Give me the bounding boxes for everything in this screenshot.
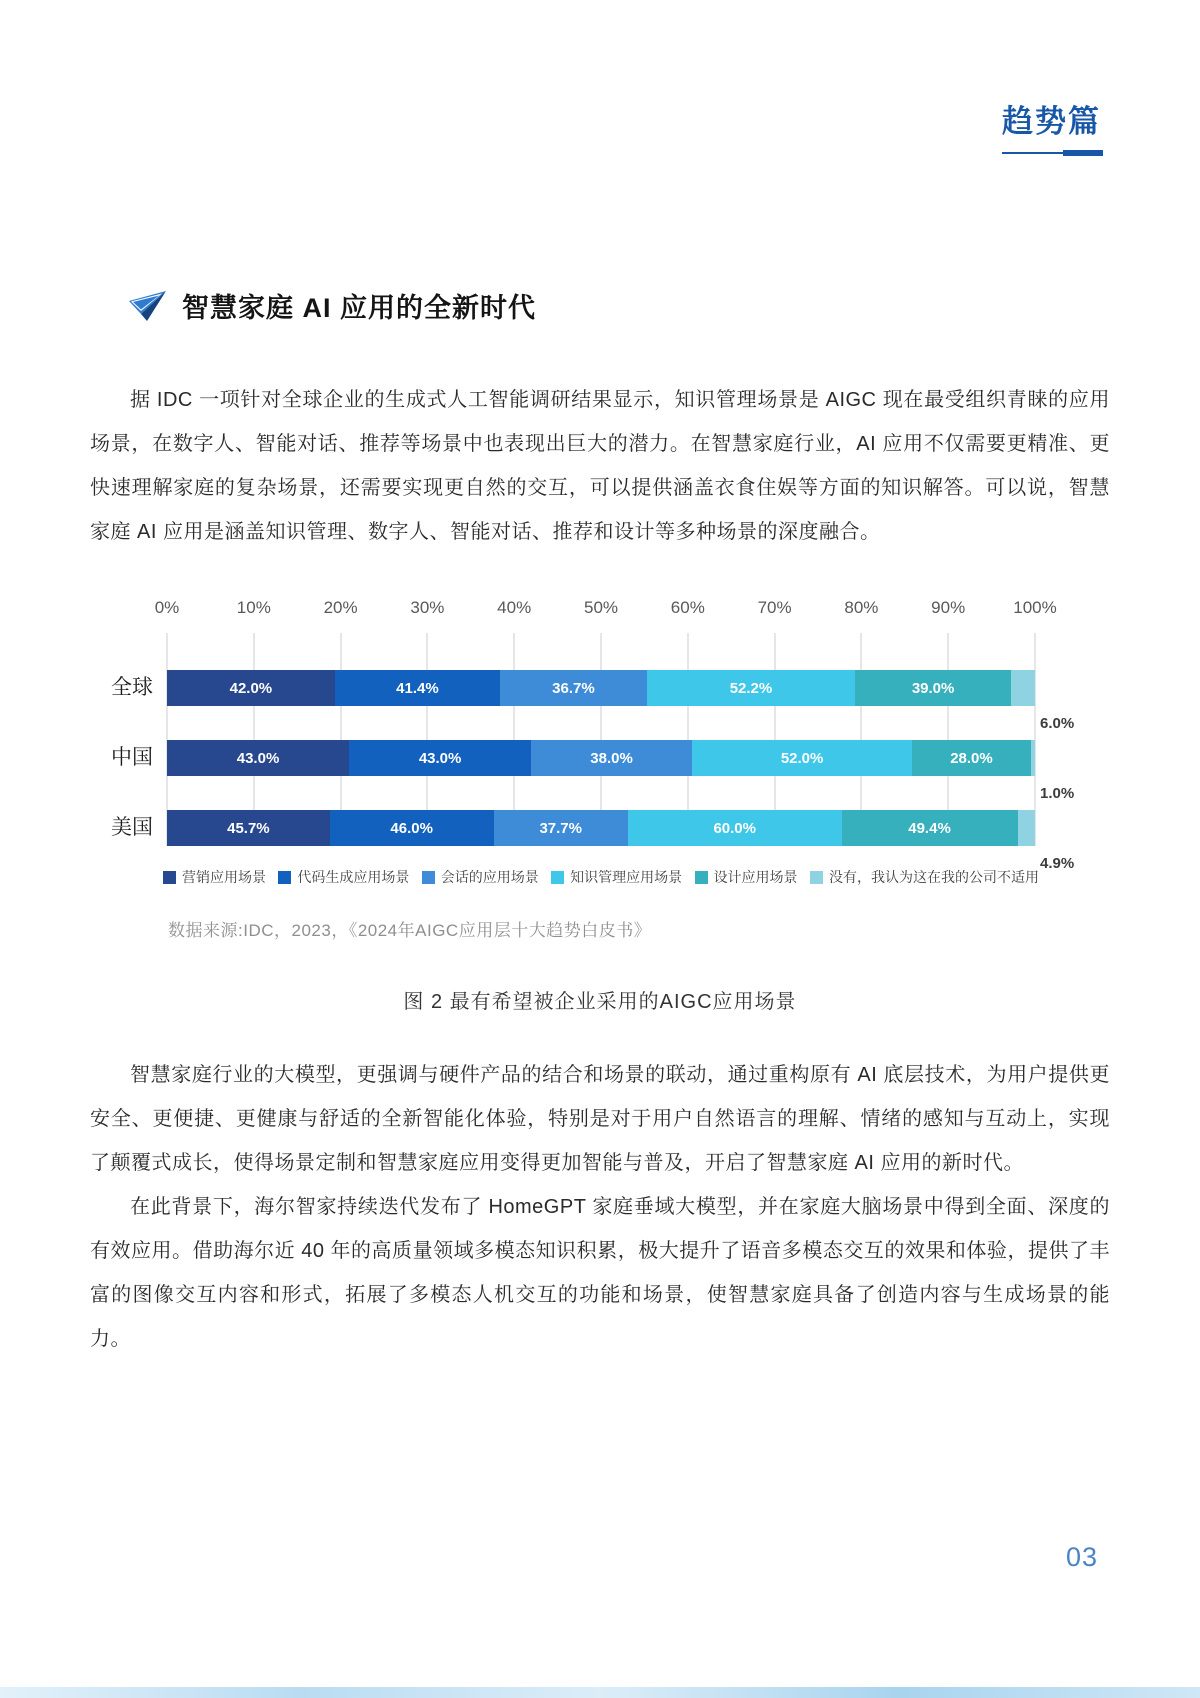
bar-segment bbox=[1011, 670, 1035, 706]
x-tick-label: 0% bbox=[154, 598, 180, 617]
bar-track bbox=[167, 810, 1035, 846]
legend-label: 营销应用场景 bbox=[182, 869, 266, 885]
bar-segment bbox=[167, 670, 335, 706]
bar-row bbox=[111, 810, 1075, 872]
legend-swatch bbox=[278, 871, 291, 884]
paper-plane-icon bbox=[128, 290, 168, 322]
value-label: 52.2% bbox=[729, 679, 773, 697]
bar-row bbox=[111, 740, 1075, 802]
category-label: 美国 bbox=[111, 816, 153, 839]
bar-segment bbox=[349, 740, 531, 776]
x-tick-label: 80% bbox=[844, 598, 879, 617]
x-tick-label: 20% bbox=[323, 598, 358, 617]
value-label: 28.0% bbox=[950, 749, 993, 767]
underline-thick bbox=[1063, 150, 1103, 156]
x-tick-label: 90% bbox=[931, 598, 966, 617]
value-label: 37.7% bbox=[539, 819, 582, 837]
x-tick-label: 10% bbox=[236, 598, 271, 617]
value-label: 36.7% bbox=[552, 679, 595, 697]
legend-swatch bbox=[551, 871, 564, 884]
section-title: 智慧家庭 AI 应用的全新时代 bbox=[182, 293, 537, 323]
figure-2-chart bbox=[0, 595, 1200, 895]
x-tick-label: 60% bbox=[670, 598, 705, 617]
section-heading bbox=[128, 286, 536, 325]
value-label: 46.0% bbox=[390, 819, 433, 837]
x-tick-label: 30% bbox=[410, 598, 445, 617]
page-number: 03 bbox=[1066, 1542, 1099, 1572]
paragraph-3: 在此背景下，海尔智家持续迭代发布了 HomeGPT 家庭垂域大模型，并在家庭大脑场景中得到全面、深度的有效应用。借助海尔近 40 年的高质量领域多模态知识积累，极大提升了语音多模态交互的效果和体验，提供了丰富的图像交互内容和形式，拓展了多模态人机交互的功能和场景，使智慧家庭具备了创造内容与生成场景的能力。 bbox=[90, 1196, 1110, 1350]
legend-item bbox=[278, 867, 409, 887]
legend-label: 没有，我认为这在我的公司不适用 bbox=[828, 869, 1039, 885]
chart-bars bbox=[0, 595, 1200, 895]
bar-segment bbox=[1031, 740, 1035, 776]
value-label: 41.4% bbox=[396, 679, 439, 697]
legend-item bbox=[163, 867, 266, 887]
legend-swatch bbox=[695, 871, 708, 884]
data-source-note: 数据来源:IDC，2023，《2024年AIGC应用层十大趋势白皮书》 bbox=[168, 921, 652, 940]
bar-row bbox=[111, 670, 1075, 732]
value-label: 52.0% bbox=[780, 749, 824, 767]
value-label: 45.7% bbox=[227, 819, 270, 837]
value-label: 43.0% bbox=[236, 749, 280, 767]
figure-caption: 图 2 最有希望被企业采用的AIGC应用场景 bbox=[403, 991, 797, 1013]
bar-segment bbox=[330, 810, 494, 846]
legend-item bbox=[422, 867, 539, 887]
value-label-outside: 1.0% bbox=[1040, 785, 1075, 802]
legend-item bbox=[695, 867, 798, 887]
value-label: 43.0% bbox=[418, 749, 462, 767]
x-tick-label: 40% bbox=[497, 598, 532, 617]
footer-strip bbox=[0, 1687, 1200, 1698]
legend-item bbox=[551, 867, 682, 887]
bar-segment bbox=[167, 740, 349, 776]
bar-track bbox=[167, 740, 1035, 776]
x-tick-label: 100% bbox=[1013, 598, 1057, 617]
category-label: 全球 bbox=[111, 676, 153, 699]
bar-segment bbox=[335, 670, 500, 706]
bar-segment bbox=[494, 810, 628, 846]
bar-segment bbox=[647, 670, 856, 706]
chapter-underline bbox=[1002, 150, 1103, 156]
legend-label: 知识管理应用场景 bbox=[570, 869, 683, 885]
legend-label: 代码生成应用场景 bbox=[297, 869, 410, 885]
bar-track bbox=[167, 670, 1035, 706]
value-label: 60.0% bbox=[713, 819, 756, 837]
legend-label: 会话的应用场景 bbox=[440, 869, 539, 885]
bar-segment bbox=[500, 670, 647, 706]
bar-segment bbox=[855, 670, 1011, 706]
chapter-header bbox=[1002, 96, 1103, 156]
x-tick-label: 50% bbox=[583, 598, 619, 617]
underline-thin bbox=[1002, 152, 1063, 154]
chapter-title: 趋势篇 bbox=[1002, 104, 1101, 139]
paragraph-1: 据 IDC 一项针对全球企业的生成式人工智能调研结果显示，知识管理场景是 AIGC 现在最受组织青睐的应用场景，在数字人、智能对话、推荐等场景中也表现出巨大的潜力。在智慧家庭行业，AI 应用不仅需要更精准、更快速理解家庭的复杂场景，还需要实现更自然的交互，可以提供涵盖衣食住娱等方面的知识解答。可以说，智慧家庭 AI 应用是涵盖知识管理、数字人、智能对话、推荐和设计等多种场景的深度融合。 bbox=[90, 389, 1110, 543]
value-label: 42.0% bbox=[229, 679, 273, 697]
chart-legend bbox=[163, 867, 1039, 887]
legend-swatch bbox=[163, 871, 176, 884]
legend-swatch bbox=[422, 871, 435, 884]
bar-segment bbox=[912, 740, 1031, 776]
value-label-outside: 4.9% bbox=[1040, 855, 1075, 872]
bar-segment bbox=[628, 810, 842, 846]
value-label-outside: 6.0% bbox=[1040, 715, 1075, 732]
legend-label: 设计应用场景 bbox=[713, 869, 798, 885]
value-label: 39.0% bbox=[911, 679, 955, 697]
value-label: 38.0% bbox=[590, 749, 633, 767]
paragraph-2: 智慧家庭行业的大模型，更强调与硬件产品的结合和场景的联动，通过重构原有 AI 底层技术，为用户提供更安全、更便捷、更健康与舒适的全新智能化体验，特别是对于用户自然语言的理解、情绪的感知与互动上，实现了颠覆式成长，使得场景定制和智慧家庭应用变得更加智能与普及，开启了智慧家庭 AI 应用的新时代。 bbox=[90, 1064, 1110, 1174]
legend-swatch bbox=[810, 871, 823, 884]
x-tick-label: 70% bbox=[757, 598, 792, 617]
bar-segment bbox=[167, 810, 330, 846]
category-label: 中国 bbox=[111, 746, 153, 769]
value-label: 49.4% bbox=[908, 819, 951, 837]
bar-segment bbox=[692, 740, 912, 776]
bar-segment bbox=[842, 810, 1018, 846]
bar-segment bbox=[1018, 810, 1035, 846]
bar-segment bbox=[531, 740, 692, 776]
legend-item bbox=[810, 867, 1039, 887]
